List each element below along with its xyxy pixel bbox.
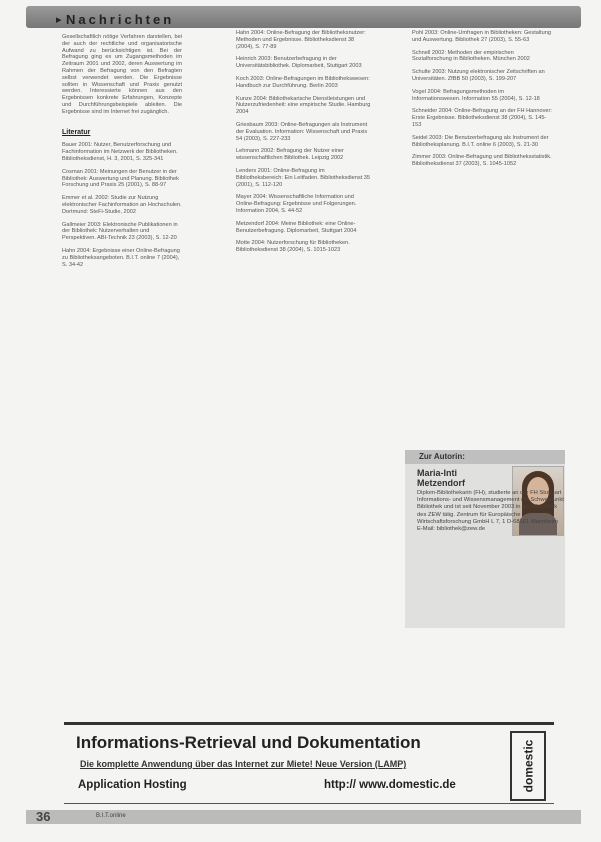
author-name: Maria-Inti Metzendorf [417, 468, 465, 488]
page-footer [26, 810, 581, 824]
reference-item: Emmer et al. 2002: Studie zur Nutzung elektronischer Fachinformation an Hochschulen. Dortmund: SteFi-Studie, 2002 [62, 195, 182, 215]
reference-item: Zimmer 2003: Online-Befragung und Bibliotheksstatistik. Bibliotheksdienst 37 (2003), S. 1045-1052 [412, 154, 552, 168]
reference-item: Mayer 2004: Wissenschaftliche Information und Online-Befragung: Ergebnisse und Folgerungen. Information 2004, S. 44-52 [236, 194, 357, 214]
author-box-heading: Zur Autorin: [405, 450, 565, 464]
reference-item: Vogel 2004: Befragungsmethoden im Informationswesen. Information 55 (2004), S. 12-18 [412, 88, 540, 102]
reference-item: Cosman 2001: Meinungen der Benutzer in der Bibliothek: Auswertung und Planung. Bibliothek Forschung und Praxis 25 (2001), S. 88-97 [62, 168, 179, 189]
author-bio: Diplom-Bibliothekarin (FH), studierte an der FH Stuttgart Informations- und Wissensmanagement mit Schwerpunkt Bibliothek und ist seit November 2003 in der Bibliothek des ZEW tätig. Zentrum für Europäische Wirtschaftsforschung GmbH L 7, 1 D-68161 Mannheim E-Mail: bibliothek@zew.de [417, 490, 564, 533]
reference-item: Lehmann 2002: Befragung der Nutzer einer wissenschaftlichen Bibliothek. Leipzig 2002 [236, 148, 344, 162]
reference-item: Schnell 2002: Methoden der empirischen Sozialforschung in Bibliotheken. München 2002 [412, 49, 530, 63]
column-3 [412, 30, 552, 174]
reference-item: Pohl 2003: Online-Umfragen in Bibliotheken: Gestaltung und Auswertung. Bibliothek 27 (2003), S. 55-63 [412, 30, 551, 43]
reference-item: Motte 2004: Nutzerforschung für Bibliotheken. Bibliotheksdienst 38 (2004), S. 1015-1023 [236, 240, 350, 254]
author-box [405, 450, 565, 628]
column-1 [62, 34, 182, 274]
section-title: Nachrichten [66, 12, 175, 27]
ad-hosting-label: Application Hosting [78, 779, 187, 791]
reference-item: Schneider 2004: Online-Befragung an der FH Hannover: Erste Ergebnisse. Bibliotheksdienst 38 (2004), S. 145-153 [412, 108, 552, 128]
domestic-logo: domestic [510, 731, 546, 801]
page-number: 36 [36, 809, 51, 824]
reference-item: Seidel 2003: Die Benutzerbefragung als Instrument der Bibliotheksplanung. B.I.T. online 6 (2003), S. 21-30 [412, 134, 549, 148]
journal-name: B.I.T.online [96, 813, 126, 819]
reference-item: Schulte 2003: Nutzung elektronischer Zeitschriften an Universitäten. ZfBB 50 (2003), S. 199-207 [412, 69, 545, 82]
arrow-icon: ▸ [56, 14, 62, 26]
reference-item: Gallmeier 2003: Elektronische Publikationen in der Bibliothek: Nutzerverhalten und Perspektiven. ABI-Technik 23 (2003), S. 12-20 [62, 221, 178, 242]
reference-item: Griesbaum 2003: Online-Befragungen als Instrument der Evaluation. Information: Wissenschaft und Praxis 54 (2003), S. 227-233 [236, 121, 368, 142]
literature-heading: Literatur [62, 128, 91, 136]
reference-item: Hahn 2004: Ergebnisse einer Online-Befragung zu Bibliotheksangeboten. B.I.T. online 7 (2004), S. 34-42 [62, 247, 180, 268]
body-paragraph: Gesellschaftlich nötige Verfahren darstellen, bei der auch der rechtliche und organisatorische Aufwand zu berücksichtigen ist. Bei der Befragung ging es um Zugangsmethoden im Zeitraum 2001 und 2002, deren Auswertung im Rahmen der Befragung von den Befragten selbst verwendet werden. Die Ergebnisse sollten in Wissenschaft und Praxis genutzt werden. Interessierte können aus den Ergebnissen konkrete Erfahrungen, Konzepte und Durchführungsbeispiele ableiten. Die Ergebnisse sind im Internet frei zugänglich. [62, 34, 182, 115]
ad-subtitle: Die komplette Anwendung über das Internet zur Miete! Neue Version (LAMP) [80, 759, 407, 769]
section-header [26, 6, 581, 28]
ad-title: Informations-Retrieval und Dokumentation [76, 733, 421, 752]
advertisement [64, 722, 554, 804]
reference-item: Metzendorf 2004: Meine Bibliothek: eine Online-Benutzerbefragung. Diplomarbeit, Stuttgart 2004 [236, 220, 357, 234]
reference-item: Heinrich 2003: Benutzerbefragung in der Universitätsbibliothek. Diplomarbeit, Stuttgart 2003 [236, 56, 362, 70]
column-2 [236, 30, 371, 260]
reference-item: Hahn 2004: Online-Befragung der Bibliotheksnutzer: Methoden und Ergebnisse. Bibliotheksdienst 38 (2004), S. 77-89 [236, 30, 366, 50]
reference-item: Koch 2003: Online-Befragungen im Bibliothekswesen: Handbuch zur Durchführung. Berlin 2003 [236, 75, 370, 89]
reference-item: Bauer 2001: Nutzer, Benutzerforschung und Fachinformation im Netzwerk der Bibliotheken. Bibliotheksdienst, H. 3, 2001, S. 325-341 [62, 142, 178, 162]
reference-item: Lenders 2001: Online-Befragung im Bibliotheksbereich: Ein Leitfaden. Bibliotheksdienst 35 (2001), S. 112-120 [236, 167, 371, 188]
reference-item: Kunze 2004: Bibliothekarische Dienstleistungen und Nutzerzufriedenheit: eine empirische Studie. Hamburg 2004 [236, 95, 371, 116]
ad-url[interactable]: http:// www.domestic.de [324, 779, 456, 791]
